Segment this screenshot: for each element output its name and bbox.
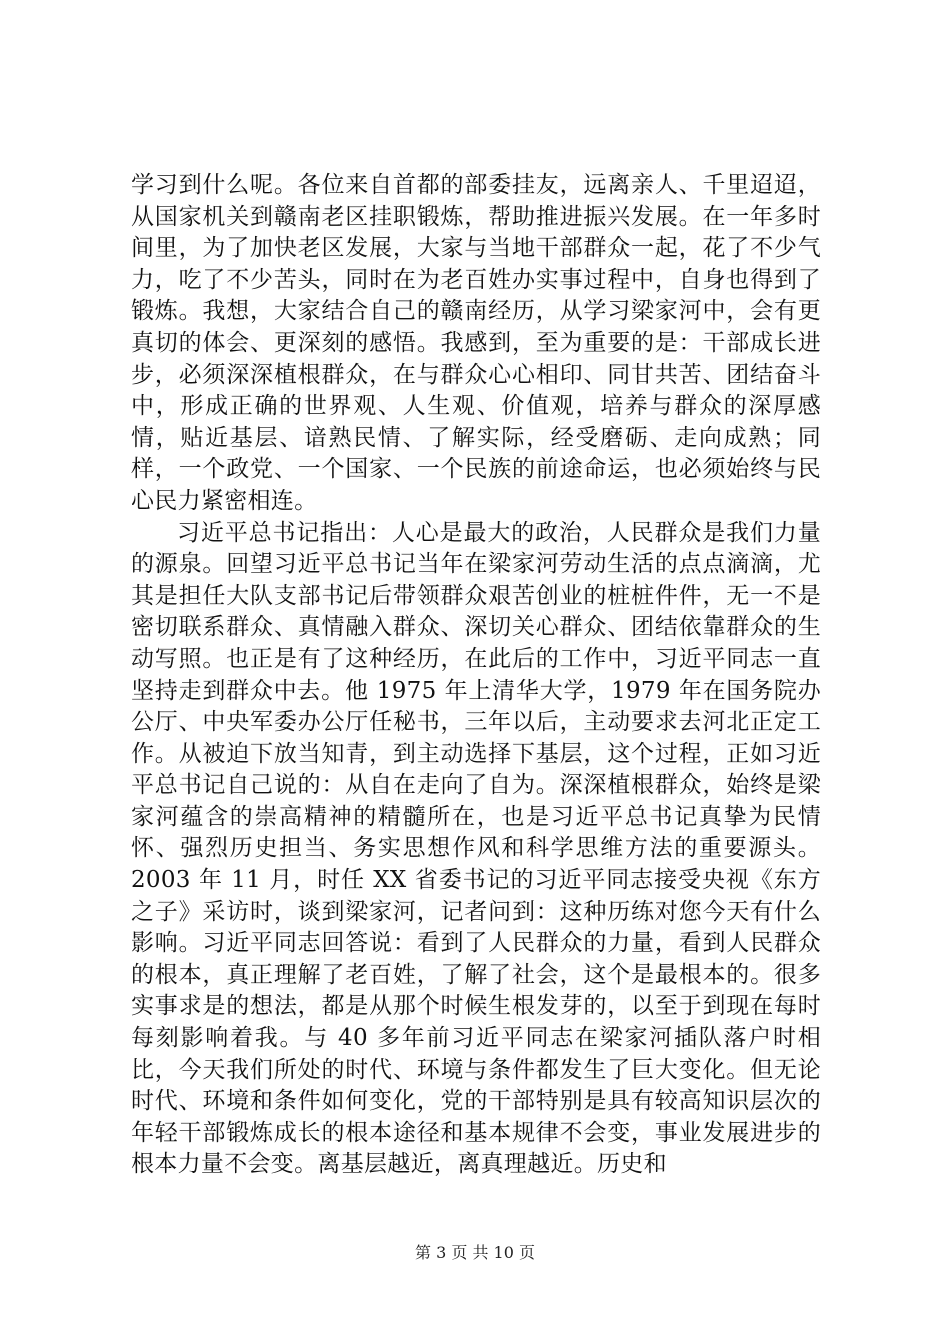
paragraph-2: 习近平总书记指出：人心是最大的政治，人民群众是我们力量的源泉。回望习近平总书记当年在梁家河劳动生活的点点滴滴，尤其是担任大队支部书记后带领群众艰苦创业的桩桩件件，无一不是密切联系群众、真情融入群众、深切关心群众、团结依靠群众的生动写照。也正是有了这种经历，在此后的工作中，习近平同志一直坚持走到群众中去。他 1975 年上清华大学，1979 年在国务院办公厅、中央军委办公厅任秘书，三年以后，主动要求去河北正定工作。从被迫下放当知青，到主动选择下基层，这个过程，正如习近平总书记自己说的：从自在走向了自为。深深植根群众，始终是梁家河蕴含的崇高精神的精髓所在，也是习近平总书记真挚为民情怀、强烈历史担当、务实思想作风和科学思维方法的重要源头。2003 年 11 月，时任 XX 省委书记的习近平同志接受央视《东方之子》采访时，谈到梁家河，记者问到：这种历练对您今天有什么影响。习近平同志回答说：看到了人民群众的力量，看到人民群众的根本，真正理解了老百姓，了解了社会，这个是最根本的。很多实事求是的想法，都是从那个时候生根发芽的，以至于到现在每时每刻影响着我。与 40 多年前习近平同志在梁家河插队落户时相比，今天我们所处的时代、环境与条件都发生了巨大变化。但无论时代、环境和条件如何变化，党的干部特别是具有较高知识层次的年轻干部锻炼成长的根本途径和基本规律不会变，事业发展进步的根本力量不会变。离基层越近，离真理越近。历史和 <box>131 519 821 1178</box>
paragraph-1: 学习到什么呢。各位来自首都的部委挂友，远离亲人、千里迢迢，从国家机关到赣南老区挂职锻炼，帮助推进振兴发展。在一年多时间里，为了加快老区发展，大家与当地干部群众一起，花了不少气力，吃了不少苦头，同时在为老百姓办实事过程中，自身也得到了锻炼。我想，大家结合自己的赣南经历，从学习梁家河中，会有更真切的体会、更深刻的感悟。我感到，至为重要的是：干部成长进步，必须深深植根群众，在与群众心心相印、同甘共苦、团结奋斗中，形成正确的世界观、人生观、价值观，培养与群众的深厚感情，贴近基层、谙熟民情、了解实际，经受磨砺、走向成熟；同样，一个政党、一个国家、一个民族的前途命运，也必须始终与民心民力紧密相连。 <box>131 172 821 514</box>
document-body <box>131 170 821 1181</box>
page-footer: 第 3 页 共 10 页 <box>415 1243 535 1262</box>
